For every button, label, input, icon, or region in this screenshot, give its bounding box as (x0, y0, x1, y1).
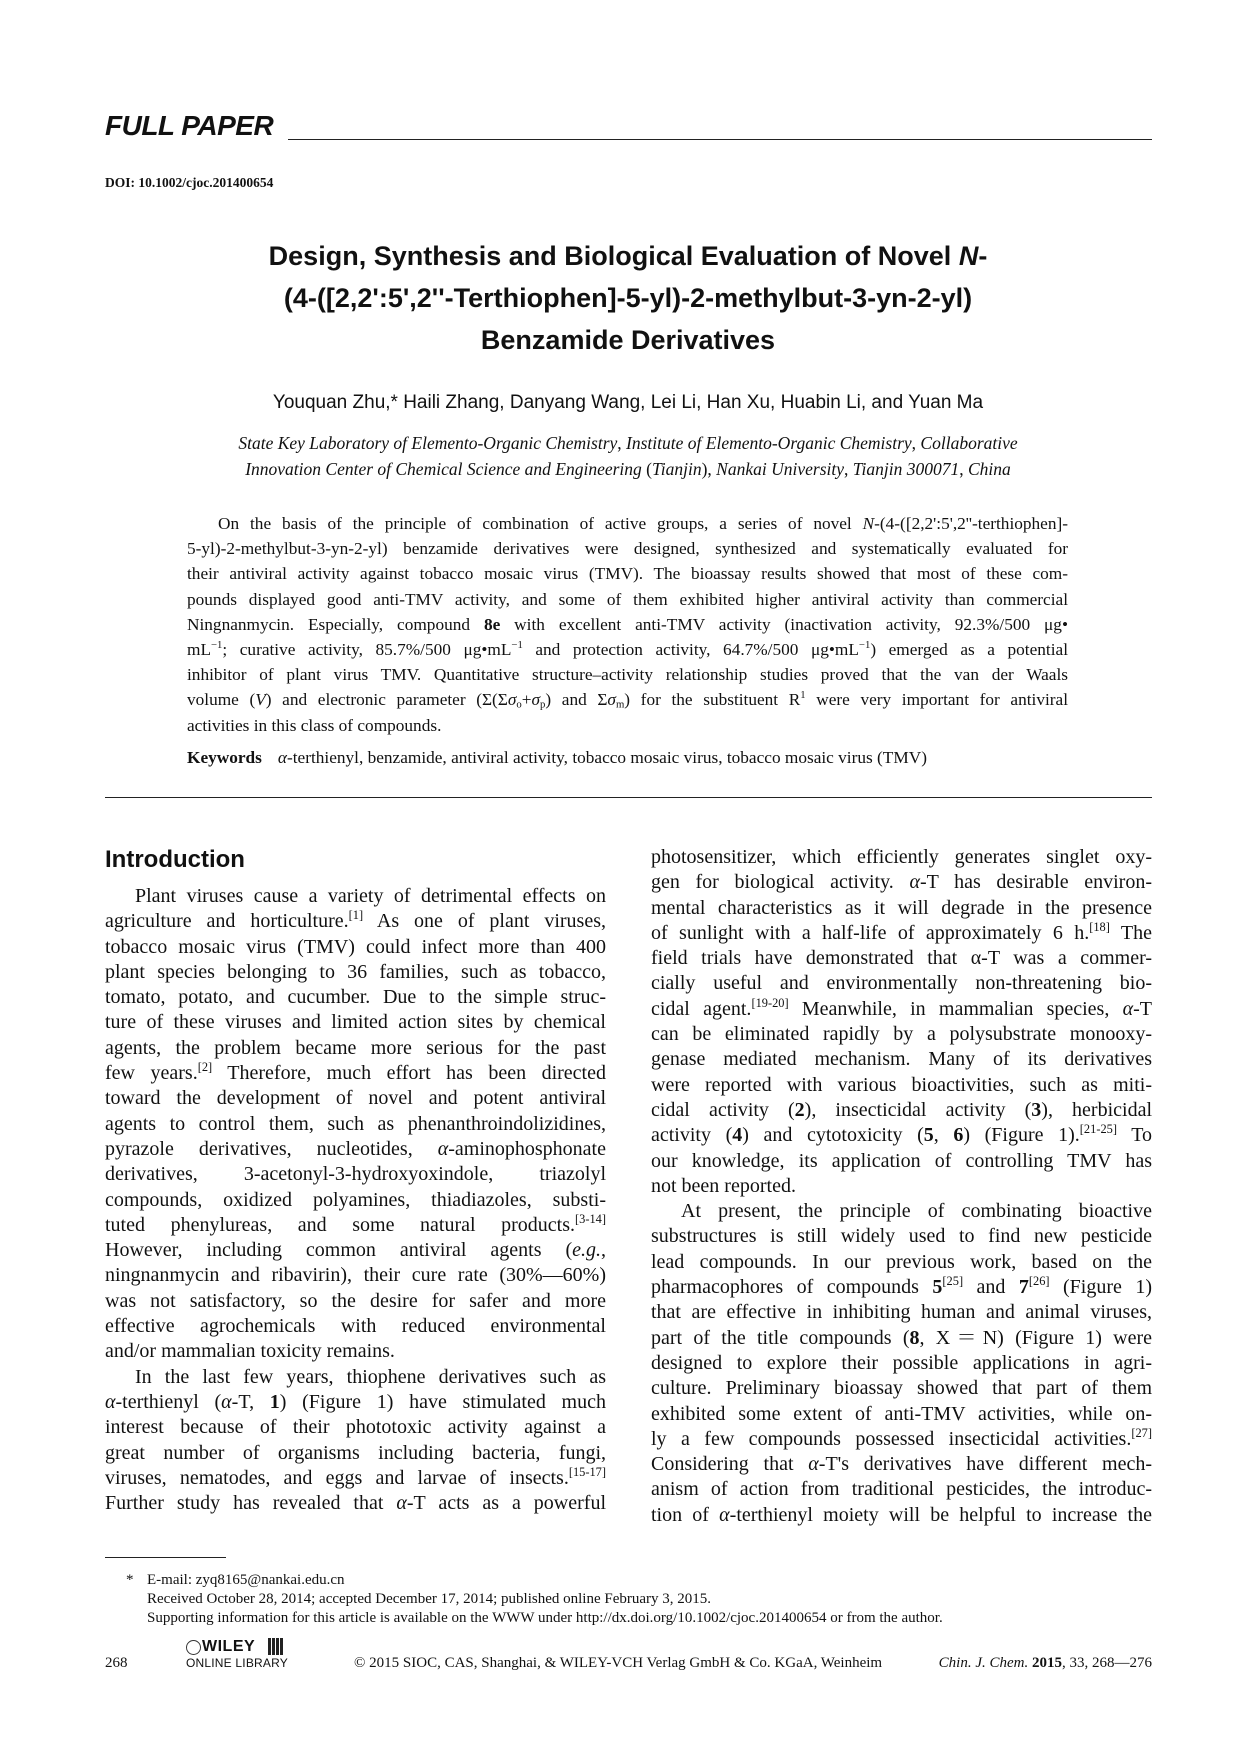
text-run: not been reported. (651, 1174, 796, 1197)
text-line (651, 1427, 1152, 1452)
text-run: and/or mammalian toxicity remains. (105, 1340, 395, 1363)
text-run: α (909, 871, 920, 894)
superscript: −1 (511, 638, 523, 651)
text-line (651, 1300, 1152, 1325)
text-run: 2 (794, 1098, 805, 1121)
text-run: α (105, 1390, 116, 1413)
body-column-right (651, 845, 1152, 1528)
text-run: were very important for antiviral (805, 690, 1068, 710)
text-run: Institute of Elemento-Organic Chemistry (626, 433, 912, 453)
text-run: derivatives, 3-acetonyl-3-hydroxyoxindole, triazolyl (105, 1163, 606, 1186)
text-run: ningnanmycin and ribavirin), their cure rate (30%—60%) (105, 1264, 606, 1287)
text-run: 6 (953, 1124, 964, 1147)
journal-year: 2015 (1032, 1655, 1062, 1671)
text-run: , (844, 459, 853, 479)
text-line (651, 845, 1152, 870)
text-run: , (617, 433, 627, 453)
text-run: Design, Synthesis and Biological Evaluation of Novel (268, 241, 959, 271)
superscript: [15-17] (568, 1464, 606, 1479)
text-run: cidal agent. (651, 997, 752, 1020)
text-run: 5-yl)-2-methylbut-3-yn-2-yl) benzamide derivatives were designed, synthesized and systematically evaluated for (187, 539, 1068, 559)
text-run: their antiviral activity against tobacco mosaic virus (TMV). The bioassay results showed that most of these com- (187, 564, 1068, 584)
text-line (651, 1022, 1152, 1047)
text-run: ; curative activity, 85.7%/500 μg•mL (222, 639, 512, 659)
text-run: part of the title compounds ( (651, 1326, 910, 1349)
superscript: [1] (348, 908, 364, 923)
text-run: 8e (483, 614, 501, 634)
text-run: σ (507, 690, 517, 710)
superscript: [19-20] (751, 995, 789, 1010)
superscript: [21-25] (1079, 1122, 1117, 1137)
text-line (105, 1213, 606, 1238)
text-line (651, 870, 1152, 895)
text-run: was not satisfactory, so the desire for safer and more (105, 1289, 606, 1312)
text-run: ), herbicidal (1041, 1098, 1152, 1121)
text-run: 5 (923, 1124, 934, 1147)
text-run: N (958, 241, 979, 271)
footnote-dates: Received October 28, 2014; accepted December 17, 2014; published online February 3, 2015. (147, 1591, 712, 1607)
superscript: [26] (1028, 1274, 1050, 1288)
text-run: However, including common antiviral agents ( (105, 1239, 573, 1262)
text-line (105, 1314, 606, 1339)
text-line (187, 687, 1068, 712)
page-number: 268 (105, 1655, 128, 1671)
text-run: α (396, 1492, 407, 1515)
text-line (105, 1188, 606, 1213)
text-line (105, 1441, 606, 1466)
text-line (187, 713, 1068, 738)
text-run: mL (187, 639, 211, 659)
wiley-online-library-logo (186, 1638, 296, 1674)
text-run: ( (646, 459, 652, 479)
text-run: -terthienyl ( (115, 1390, 222, 1413)
text-line (651, 1452, 1152, 1477)
text-run: , X＝N) (Figure 1) were (919, 1326, 1152, 1349)
title-line (150, 319, 1106, 361)
text-run: (Figure 1) (1049, 1276, 1152, 1299)
text-run: plant species belonging to 36 families, such as tobacco, (105, 960, 606, 983)
text-line (105, 1263, 606, 1288)
text-run: ) (701, 459, 708, 479)
text-run: Benzamide Derivatives (480, 325, 776, 355)
text-run: cidal activity ( (651, 1098, 795, 1121)
text-run: toward the development of novel and potent antiviral (105, 1087, 606, 1110)
text-run: -T, (231, 1390, 270, 1413)
keywords-label: Keywords (187, 748, 262, 767)
text-run: Further study has revealed that (105, 1492, 397, 1515)
superscript: −1 (211, 638, 223, 651)
text-line (105, 1238, 606, 1263)
keywords-list (278, 748, 927, 767)
text-run: Ningnanmycin. Especially, compound (187, 614, 484, 634)
text-run: α (808, 1453, 819, 1476)
text-run: culture. Preliminary bioassay showed that part of them (651, 1377, 1152, 1400)
text-run: α (1122, 997, 1134, 1020)
text-line (651, 1098, 1152, 1123)
affiliation-line (100, 456, 1156, 482)
text-run: tobacco mosaic virus (TMV) could infect more than 400 (105, 935, 606, 958)
text-line (187, 637, 1068, 662)
text-run: that are effective in inhibiting human and animal viruses, (651, 1301, 1152, 1324)
text-line (105, 1162, 606, 1187)
text-line (187, 612, 1068, 637)
text-run: -T's derivatives have different mech- (818, 1453, 1153, 1476)
text-line (105, 909, 606, 934)
text-run: ) for the substituent R (624, 690, 801, 710)
text-run: Meanwhile, in mammalian species, (788, 997, 1123, 1020)
text-run: , (911, 433, 921, 453)
text-run: and (963, 1276, 1019, 1299)
text-run: -aminophosphonate (448, 1137, 606, 1160)
text-run: Therefore, much effort has been directed (212, 1062, 606, 1085)
superscript: [25] (942, 1274, 964, 1288)
doi: DOI: 10.1002/cjoc.201400654 (105, 175, 274, 190)
text-run: few years. (105, 1062, 198, 1085)
text-run: ) and electronic parameter (Σ(Σ (265, 690, 508, 710)
text-run: (4-([2,2':5',2''-Terthiophen]-5-yl)-2-methylbut-3-yn-2-yl) (283, 283, 973, 313)
text-line (105, 1415, 606, 1440)
text-run: ture of these viruses and limited action sites by chemical (105, 1011, 606, 1034)
text-run: The (1109, 921, 1152, 944)
text-run: At present, the principle of combinating bioactive (681, 1200, 1152, 1223)
text-line (187, 511, 1068, 536)
text-line (105, 884, 606, 909)
text-run: tion of (651, 1503, 720, 1526)
footnote-supporting-info: Supporting information for this article is available on the WWW under http://dx.doi.org/10.1002/cjoc.201400654 or from the author. (147, 1610, 943, 1626)
text-line (651, 1503, 1152, 1528)
text-run: -T (1133, 997, 1152, 1020)
text-line (187, 662, 1068, 687)
text-run: genase mediated mechanism. Many of its derivatives (651, 1048, 1152, 1071)
superscript: 1 (800, 689, 806, 702)
text-run: 7 (1018, 1276, 1029, 1299)
text-run: and protection activity, 64.7%/500 μg•mL (522, 639, 859, 659)
superscript: [27] (1131, 1425, 1152, 1440)
affiliation-line (100, 430, 1156, 456)
text-run: ) (Figure 1). (963, 1124, 1080, 1147)
footnote-email: E-mail: zyq8165@nankai.edu.cn (147, 1572, 345, 1588)
text-run: mental characteristics as it will degrade in the presence (651, 896, 1152, 919)
text-line (651, 1275, 1152, 1300)
text-run: China (967, 459, 1011, 479)
text-line (105, 1289, 606, 1314)
text-run: Tianjin (651, 459, 702, 479)
text-run: our knowledge, its application of controlling TMV has (651, 1149, 1152, 1172)
text-line (105, 1137, 606, 1162)
text-line (651, 997, 1152, 1022)
section-divider (105, 797, 1152, 798)
text-run: In the last few years, thiophene derivatives such as (135, 1365, 606, 1388)
text-run: agents to control them, such as phenanthroindolizidines, (105, 1112, 606, 1135)
text-run: viruses, nematodes, and eggs and larvae of insects. (105, 1466, 569, 1489)
books-icon (268, 1638, 284, 1655)
text-run: Collaborative (920, 433, 1018, 453)
text-run: effective agrochemicals with reduced environmental (105, 1315, 606, 1338)
text-run: exhibited some extent of anti-TMV activities, while on- (651, 1402, 1152, 1425)
text-run: can be eliminated rapidly by a polysubstrate monooxy- (651, 1023, 1152, 1046)
text-run: ) and Σ (545, 690, 608, 710)
journal-name: Chin. J. Chem. (938, 1655, 1029, 1671)
text-run: α (277, 748, 287, 767)
text-run: interest because of their phototoxic activity against a (105, 1416, 606, 1439)
body-column-left (105, 884, 606, 1516)
text-run: ) and cytotoxicity ( (742, 1124, 924, 1147)
text-line (651, 1199, 1152, 1224)
text-run: V (255, 690, 266, 710)
text-run: pounds displayed good anti-TMV activity, and some of them exhibited higher antiviral activity than commercial (187, 589, 1068, 609)
text-run: 5 (932, 1276, 943, 1299)
text-line (105, 1112, 606, 1137)
footnote-rule (105, 1557, 226, 1558)
text-run: inhibitor of plant virus TMV. Quantitative structure–activity relationship studies proved that the van der Waals (187, 665, 1068, 685)
text-run: Considering that (651, 1453, 809, 1476)
text-line (651, 1073, 1152, 1098)
text-run: activity ( (651, 1124, 733, 1147)
text-line (105, 960, 606, 985)
header-rule (288, 139, 1152, 140)
text-run: α (221, 1390, 232, 1413)
paper-title (150, 235, 1106, 361)
authors: Youquan Zhu,* Haili Zhang, Danyang Wang, Lei Li, Han Xu, Huabin Li, and Yuan Ma (272, 392, 984, 413)
text-run: great number of organisms including bacteria, fungi, (105, 1441, 606, 1464)
logo-subtitle: ONLINE LIBRARY (186, 1656, 288, 1670)
text-run: agents, the problem became more serious for the past (105, 1036, 606, 1059)
text-run: with excellent anti-TMV activity (inactivation activity, 92.3%/500 μg• (500, 614, 1068, 634)
wiley-seal-icon (186, 1640, 201, 1655)
text-run: σ (607, 690, 616, 710)
text-run: cially useful and environmentally non-threatening bio- (651, 972, 1152, 995)
journal-citation (939, 1655, 1152, 1672)
text-run: ), insecticidal activity ( (804, 1098, 1032, 1121)
text-run: α (437, 1137, 449, 1160)
text-run: 8 (909, 1326, 920, 1349)
section-tag: FULL PAPER (105, 110, 274, 141)
footnote-star: * (126, 1572, 134, 1588)
journal-volume-pages: , 33, 268—276 (1062, 1655, 1152, 1671)
text-run: + (521, 690, 532, 710)
text-run: compounds, oxidized polyamines, thiadiazoles, substi- (105, 1188, 606, 1211)
text-run: , (601, 1239, 606, 1262)
text-line (651, 1123, 1152, 1148)
superscript: −1 (858, 638, 871, 651)
text-line (105, 1010, 606, 1035)
footnotes (126, 1571, 943, 1628)
text-run: lead compounds. In our previous work, based on the (651, 1250, 1152, 1273)
text-line (187, 536, 1068, 561)
text-line (105, 1339, 606, 1364)
text-run: Plant viruses cause a variety of detrimental effects on (135, 885, 606, 907)
text-line (651, 1477, 1152, 1502)
superscript: [3-14] (575, 1211, 606, 1226)
introduction-heading: Introduction (105, 846, 245, 873)
text-line (651, 1149, 1152, 1174)
title-line (150, 277, 1106, 319)
text-run: As one of plant viruses, (363, 910, 606, 933)
text-run: of sunlight with a half-life of approximately 6 h. (651, 921, 1090, 944)
superscript: [2] (197, 1060, 213, 1075)
text-line (651, 921, 1152, 946)
text-run: To (1116, 1124, 1153, 1147)
superscript: [18] (1089, 919, 1110, 934)
text-run: -T has desirable environ- (919, 871, 1153, 894)
text-run: activities in this class of compounds. (187, 715, 442, 735)
logo-wordmark: WILEY (202, 1638, 256, 1655)
text-run: , (707, 459, 717, 479)
text-line (651, 1047, 1152, 1072)
text-run: , (959, 459, 968, 479)
copyright: © 2015 SIOC, CAS, Shanghai, & WILEY-VCH Verlag GmbH & Co. KGaA, Weinheim (354, 1655, 883, 1671)
text-run: anism of action from traditional pesticides, the introduc- (651, 1478, 1152, 1501)
affiliation (100, 430, 1156, 482)
text-line (651, 1224, 1152, 1249)
text-run: α (719, 1503, 730, 1526)
text-run: -terthienyl moiety will be helpful to increase the (729, 1503, 1152, 1526)
text-run: were reported with various bioactivities, such as miti- (651, 1073, 1152, 1096)
text-line (651, 1351, 1152, 1376)
text-line (651, 896, 1152, 921)
text-line (105, 985, 606, 1010)
text-line (105, 1061, 606, 1086)
abstract (187, 511, 1068, 738)
text-line (187, 561, 1068, 586)
text-run: Innovation Center of Chemical Science and Engineering (245, 459, 647, 479)
text-run: ) emerged as a potential (870, 639, 1068, 659)
text-run: N (862, 514, 875, 533)
subscript: p (540, 698, 546, 711)
text-run: agriculture and horticulture. (105, 910, 349, 933)
text-line (651, 971, 1152, 996)
text-line (105, 1491, 606, 1516)
subscript: o (516, 698, 522, 711)
text-run: volume ( (187, 690, 256, 710)
text-run: pharmacophores of compounds (651, 1276, 933, 1299)
text-run: - (978, 241, 988, 271)
text-line (105, 1365, 606, 1390)
text-line (651, 1174, 1152, 1199)
text-line (651, 946, 1152, 971)
text-line (651, 1250, 1152, 1275)
text-run: field trials have demonstrated that α-T was a commer- (651, 947, 1152, 970)
text-run: 3 (1031, 1098, 1042, 1121)
text-line (187, 587, 1068, 612)
text-run: -T acts as a powerful (406, 1492, 607, 1515)
text-run: pyrazole derivatives, nucleotides, (105, 1137, 438, 1160)
text-line (105, 935, 606, 960)
text-run: ly a few compounds possessed insecticidal activities. (651, 1427, 1132, 1450)
title-line (150, 235, 1106, 277)
text-run: 4 (732, 1124, 743, 1147)
text-run: tuted phenylureas, and some natural products. (105, 1213, 576, 1236)
text-run: -(4-([2,2':5',2''-terthiophen]- (874, 514, 1068, 533)
text-run: State Key Laboratory of Elemento-Organic Chemistry (238, 433, 618, 453)
text-run: , (933, 1124, 954, 1147)
subscript: m (615, 698, 625, 711)
text-run: e.g. (572, 1239, 601, 1262)
text-run: gen for biological activity. (651, 871, 910, 894)
text-line (651, 1402, 1152, 1427)
text-line (651, 1326, 1152, 1351)
text-line (651, 1376, 1152, 1401)
text-line (105, 1086, 606, 1111)
text-run: Tianjin 300071 (852, 459, 960, 479)
text-run: substructures is still widely used to find new pesticide (651, 1225, 1152, 1248)
text-run: designed to explore their possible applications in agri- (651, 1351, 1152, 1374)
text-line (105, 1036, 606, 1061)
text-run: 1 (269, 1390, 280, 1413)
keywords (187, 748, 927, 768)
text-run: ) (Figure 1) have stimulated much (279, 1390, 606, 1413)
text-run: photosensitizer, which efficiently generates singlet oxy- (651, 846, 1152, 868)
text-run: σ (531, 690, 541, 710)
text-run: -terthienyl, benzamide, antiviral activity, tobacco mosaic virus, tobacco mosaic virus (TMV) (286, 748, 927, 767)
text-line (105, 1390, 606, 1415)
text-run: Nankai University (716, 459, 844, 479)
text-run: On the basis of the principle of combination of active groups, a series of novel (218, 514, 863, 533)
text-run: tomato, potato, and cucumber. Due to the simple struc- (105, 986, 606, 1009)
text-line (105, 1466, 606, 1491)
